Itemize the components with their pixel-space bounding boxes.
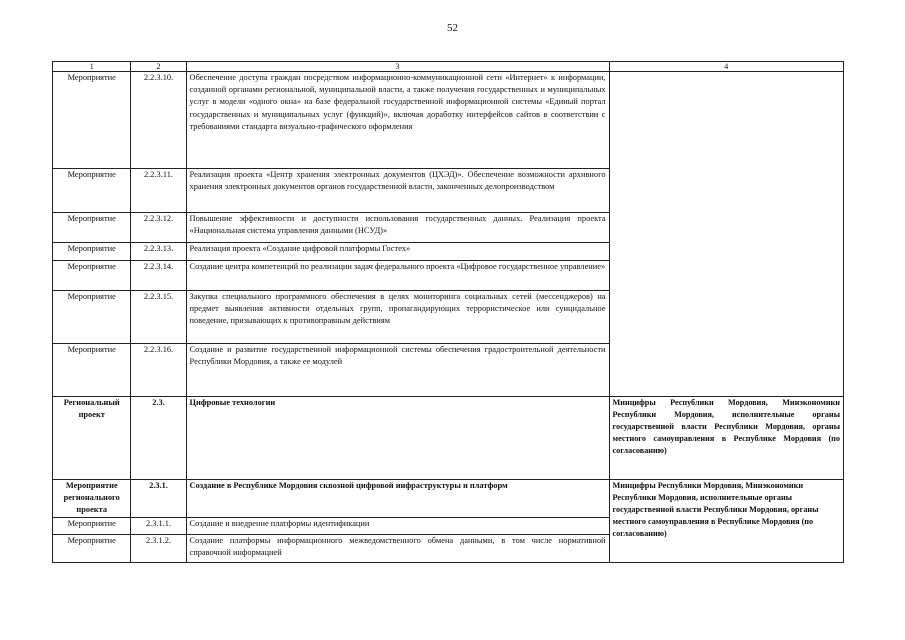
row-code: 2.3.1.1. bbox=[131, 518, 186, 535]
row-code: 2.2.3.12. bbox=[131, 213, 186, 243]
row-type: Мероприятие bbox=[53, 169, 131, 213]
row-code: 2.3.1. bbox=[131, 480, 186, 518]
row-type: Мероприятие bbox=[53, 291, 131, 344]
row-text: Создание в Республике Мордовия сквозной цифровой инфраструктуры и платформ bbox=[186, 480, 609, 518]
header-col-4: 4 bbox=[609, 62, 843, 72]
row-text: Реализация проекта «Центр хранения электронных документов (ЦХЭД)». Обеспечение возможности архивного хранения электронных документов органов государственной власти, законченных делопроизводством bbox=[186, 169, 609, 213]
row-code: 2.2.3.15. bbox=[131, 291, 186, 344]
row-code: 2.3.1.2. bbox=[131, 535, 186, 563]
row-code: 2.2.3.14. bbox=[131, 261, 186, 291]
row-responsible-empty bbox=[609, 72, 843, 397]
row-type: Мероприятие bbox=[53, 518, 131, 535]
row-type: Мероприятие bbox=[53, 243, 131, 261]
measures-table bbox=[52, 61, 844, 563]
row-code: 2.2.3.16. bbox=[131, 344, 186, 397]
row-code: 2.2.3.10. bbox=[131, 72, 186, 169]
row-type: Мероприятие bbox=[53, 72, 131, 169]
row-text: Обеспечение доступа граждан посредством информационно-коммуникационной сети «Интернет» к информации, созданной органами региональной, муниципальной власти, а также получения государственных и муниципальных услуг в модели «одного окна» на базе федеральной государственной информационной системы «Единый портал государственных и муниципальных услуг (функций)», включая доработку интерфейсов сайтов в соответствии с требованиями стандарта визуально-графического оформления bbox=[186, 72, 609, 169]
row-responsible: Минцифры Республики Мордовия, Минэкономики Республики Мордовия, исполнительные органы государственной власти Республики Мордовия, органы местного самоуправления в Республике Мордовия (по согласованию) bbox=[609, 397, 843, 480]
table-header-row bbox=[53, 62, 844, 72]
page-number: 52 bbox=[447, 22, 458, 34]
header-col-1: 1 bbox=[53, 62, 131, 72]
row-text: Создание платформы информационного межведомственного обмена данными, в том числе нормативной справочной информацией bbox=[186, 535, 609, 563]
row-text: Повышение эффективности и доступности использования государственных данных. Реализация проекта «Национальная система управления данными (НСУД)» bbox=[186, 213, 609, 243]
row-code: 2.2.3.11. bbox=[131, 169, 186, 213]
table-row bbox=[53, 72, 844, 169]
row-text: Реализация проекта «Создание цифровой платформы Гостех» bbox=[186, 243, 609, 261]
header-col-3: 3 bbox=[186, 62, 609, 72]
row-text: Создание и развитие государственной информационной системы обеспечения градостроительной деятельности Республики Мордовия, а также ее модулей bbox=[186, 344, 609, 397]
row-text: Цифровые технологии bbox=[186, 397, 609, 480]
row-type: Мероприятие регионального проекта bbox=[53, 480, 131, 518]
row-type: Мероприятие bbox=[53, 213, 131, 243]
row-type: Мероприятие bbox=[53, 535, 131, 563]
row-type: Региональный проект bbox=[53, 397, 131, 480]
row-type: Мероприятие bbox=[53, 344, 131, 397]
row-type: Мероприятие bbox=[53, 261, 131, 291]
table-row-regional-measure bbox=[53, 480, 844, 518]
row-code: 2.2.3.13. bbox=[131, 243, 186, 261]
row-text: Создание и внедрение платформы идентификации bbox=[186, 518, 609, 535]
row-responsible: Минцифры Республики Мордовия, Минэкономики Республики Мордовия, исполнительные органы государственной власти Республики Мордовия, органы местного самоуправления в Республике Мордовия (по согласованию) bbox=[609, 480, 843, 563]
row-text: Закупка специального программного обеспечения в целях мониторинга социальных сетей (мессенджеров) на предмет выявления активности отдельных групп, пропагандирующих террористическое или суицидальное поведение, призывающих к противоправным действиям bbox=[186, 291, 609, 344]
table-row-regional-project bbox=[53, 397, 844, 480]
row-text: Создание центра компетенций по реализации задач федерального проекта «Цифровое государственное управление» bbox=[186, 261, 609, 291]
row-code: 2.3. bbox=[131, 397, 186, 480]
header-col-2: 2 bbox=[131, 62, 186, 72]
